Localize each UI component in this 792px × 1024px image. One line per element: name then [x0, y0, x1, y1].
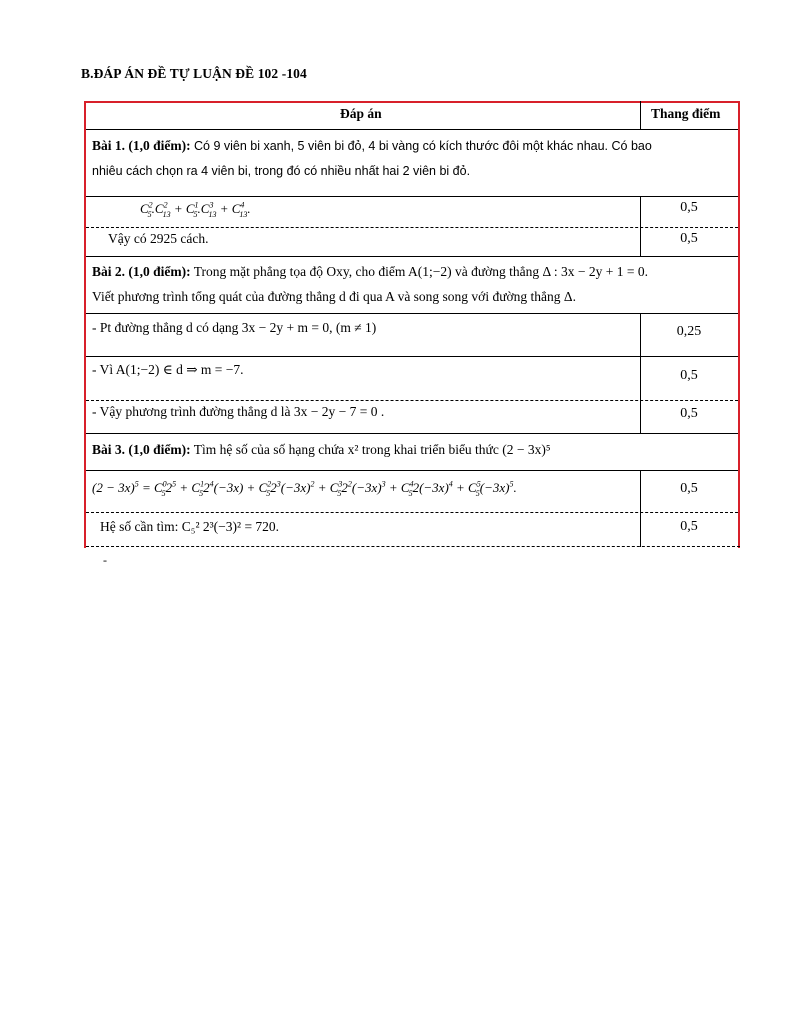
footer-mark: -	[103, 553, 107, 567]
bai1-step2-text: Vậy có 2925 cách.	[108, 231, 209, 246]
column-divider	[640, 101, 641, 130]
bai2-step1-score: 0,25	[676, 324, 702, 339]
bai1-step1-score: 0,5	[680, 200, 698, 215]
bai2-step1-text: - Pt đường thẳng d có dạng 3x − 2y + m = 0, (m ≠ 1)	[92, 320, 377, 335]
bai3-label: Bài 3. (1,0 điểm):	[92, 442, 191, 457]
bai1-step2-score: 0,5	[680, 231, 698, 246]
row-divider	[86, 546, 740, 547]
bai1-text-line1: Có 9 viên bi xanh, 5 viên bi đỏ, 4 bi vàng có kích thước đôi một khác nhau. Có bao	[194, 139, 652, 153]
bai3-step2-text: Hệ số cần tìm: C₅² 2³(−3)² = 720.	[100, 519, 280, 534]
bai2-step2-text: - Vì A(1;−2) ∈ d ⇒ m = −7.	[92, 362, 244, 377]
bai3-step2-score: 0,5	[680, 519, 698, 534]
row-divider	[86, 256, 738, 257]
bai3-prompt	[92, 442, 551, 458]
bai2-text-line1: Trong mặt phẳng tọa độ Oxy, cho điểm A(1;−2) và đường thẳng Δ : 3x − 2y + 1 = 0.	[193, 264, 648, 279]
bai2-prompt-line1	[92, 264, 648, 280]
row-divider	[86, 433, 738, 434]
column-header-score: Thang điểm	[651, 106, 721, 121]
bai3-text: Tìm hệ số của số hạng chứa x² trong khai triển biểu thức (2 − 3x)⁵	[193, 442, 551, 457]
bai1-label: Bài 1. (1,0 điểm):	[92, 138, 191, 153]
column-header-answer: Đáp án	[340, 106, 382, 121]
bai1-prompt-line1	[92, 138, 652, 154]
bai2-step2-score: 0,5	[680, 368, 698, 383]
bai3-expansion-formula: $(2 - 3x)^5 = C^0_52^5 + C^1_52^4(-3x) + C^2_52^3(-3x)^2 + C^3_52^2(-3x)^3 + C^4_52(-3x)^4 + C^5_5(-3x)^5$.	[92, 479, 517, 498]
bai2-step3-score: 0,5	[680, 406, 698, 421]
bai3-step1-score: 0,5	[680, 481, 698, 496]
bai2-label: Bài 2. (1,0 điểm):	[92, 264, 191, 279]
bai1-formula: $C^2_5.C^2_{13} + C^1_5.C^3_{13} + C^4_{13}$.	[140, 200, 251, 219]
bai2-text-line2: Viết phương trình tổng quát của đường thẳng d đi qua A và song song với đường thẳng Δ.	[92, 289, 576, 304]
page-heading: B.ĐÁP ÁN ĐỀ TỰ LUẬN ĐỀ 102 -104	[81, 66, 307, 81]
bai2-step3-text: - Vậy phương trình đường thẳng d là 3x − 2y − 7 = 0 .	[92, 404, 385, 419]
bai1-text-line2: nhiêu cách chọn ra 4 viên bi, trong đó có nhiều nhất hai 2 viên bi đỏ.	[92, 164, 471, 178]
